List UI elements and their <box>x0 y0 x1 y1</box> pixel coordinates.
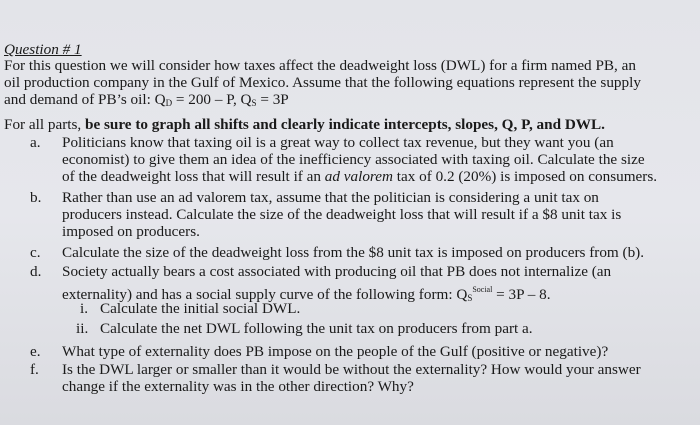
item-c-line-1: Calculate the size of the deadweight loss from the $8 unit tax is imposed on producers from (b). <box>62 244 645 261</box>
item-b-line-3: imposed on producers. <box>62 223 200 240</box>
item-a-line-3: of the deadweight loss that will result if an ad valorem tax of 0.2 (20%) is imposed on consumers. <box>62 168 658 185</box>
intro-line-2: oil production company in the Gulf of Mexico. Assume that the following equations represent the supply <box>4 74 641 91</box>
item-d-marker: d. <box>30 263 42 280</box>
item-d-ii-text: Calculate the net DWL following the unit tax on producers from part a. <box>100 320 533 337</box>
item-a-marker: a. <box>30 134 41 151</box>
item-e-marker: e. <box>30 343 41 360</box>
item-d-line-1: Society actually bears a cost associated with producing oil that PB does not internalize (an <box>62 263 612 280</box>
item-f-line-2: change if the externality was in the other direction? Why? <box>62 378 414 395</box>
item-d-i-marker: i. <box>80 300 89 317</box>
item-d-line-2: externality) and has a social supply curve of the following form: $Q_S^{Social} = 3P - 8$. <box>62 285 551 303</box>
item-f-line-1: Is the DWL larger or smaller than it would be without the externality? How would your answer <box>62 361 641 378</box>
item-c-marker: c. <box>30 244 41 261</box>
item-b-line-2: producers instead. Calculate the size of the deadweight loss that will result if a $8 unit tax is <box>62 206 622 223</box>
item-b-line-1: Rather than use an ad valorem tax, assume that the politician is considering a unit tax on <box>62 189 599 206</box>
intro-line-1: For this question we will consider how taxes affect the deadweight loss (DWL) for a firm named PB, an <box>4 57 636 74</box>
item-a-line-1: Politicians know that taxing oil is a great way to collect tax revenue, but they want you (an <box>62 134 614 151</box>
item-d-ii-marker: ii. <box>76 320 89 337</box>
item-a-line-2: economist) to give them an idea of the inefficiency associated with taxing oil. Calculate the size <box>62 151 645 168</box>
item-e-line-1: What type of externality does PB impose on the people of the Gulf (positive or negative)? <box>62 343 609 360</box>
item-b-marker: b. <box>30 189 42 206</box>
item-d-i-text: Calculate the initial social DWL. <box>100 300 301 317</box>
instruction-line: For all parts, be sure to graph all shifts and clearly indicate intercepts, slopes, Q, P, and DWL. <box>4 116 605 133</box>
question-heading: Question # 1 <box>4 41 82 58</box>
intro-line-3: and demand of PB’s oil: $Q_D = 200 - P$, $Q_S = 3P$ <box>4 91 289 108</box>
item-f-marker: f. <box>30 361 39 378</box>
